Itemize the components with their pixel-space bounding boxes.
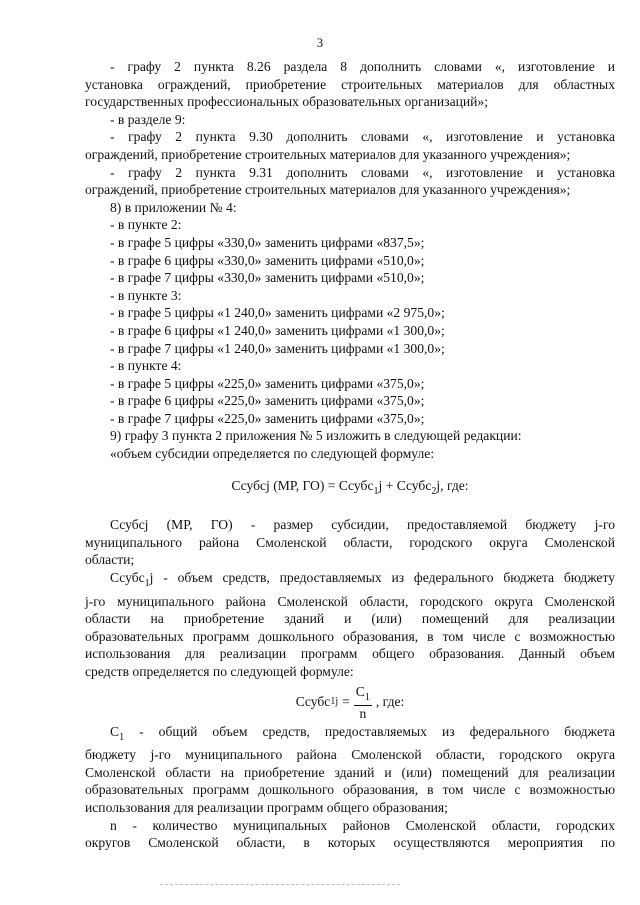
text-fragment: j - объем средств, предоставляемых из федерального бюджета бюджету [149, 570, 615, 586]
text-line: - в пункте 4: [110, 358, 182, 374]
text-line: - графу 2 пункта 9.30 дополнить словами «, изготовление и установка [110, 129, 615, 145]
text-fragment: - общий объем средств, предоставляемых из федерального бюджета [124, 723, 615, 739]
text-line: образовательных программ дошкольного образования, в том числе с возможностью [85, 628, 615, 644]
text-line: - в графе 5 цифры «330,0» заменить цифрами «837,5»; [110, 234, 425, 250]
numerator-subscript: 1 [364, 691, 370, 703]
text-line: 9) графу 3 пункта 2 приложения № 5 изложить в следующей редакции: [110, 428, 522, 444]
formula-subsidy [85, 477, 615, 501]
text-line: - в графе 5 цифры «225,0» заменить цифрами «375,0»; [110, 375, 425, 391]
term-subscript: 1 [119, 731, 125, 743]
text-line: использования для реализации программ общего образования. Данный объем [85, 646, 615, 662]
formula-subscript: 1j [330, 696, 339, 708]
formula-text: Ссубс [295, 694, 331, 710]
page-number: 3 [316, 36, 324, 50]
text-line: государственных профессиональных образовательных организаций»; [85, 94, 489, 110]
formula-text: j + Ссубс [378, 477, 432, 493]
text-line: n - количество муниципальных районов Смоленской области, городских [110, 817, 615, 833]
formula-equals: = [342, 694, 350, 710]
term-subscript: 1 [144, 578, 150, 590]
text-line: ограждений, приобретение строительных материалов для указанного учреждения»; [85, 182, 571, 198]
text-line [85, 723, 615, 747]
formula-text: j, где: [436, 477, 469, 493]
text-line: - в разделе 9: [110, 111, 186, 127]
formula-fraction [85, 684, 615, 721]
text-line [85, 569, 615, 593]
fraction-denominator: n [359, 705, 367, 721]
text-line: - графу 2 пункта 8.26 раздела 8 дополнить словами «, изготовление и [110, 59, 615, 74]
text-line: округов Смоленской области, в которых осуществляются мероприятия по [85, 835, 615, 851]
formula-text: Ссубсj (МР, ГО) = Ссубс [231, 477, 374, 493]
text-line: - в графе 5 цифры «1 240,0» заменить цифрами «2 975,0»; [110, 305, 445, 321]
fraction [354, 684, 372, 721]
text-line: 8) в приложении № 4: [110, 199, 237, 215]
text-line: - в графе 7 цифры «1 240,0» заменить цифрами «1 300,0»; [110, 340, 445, 356]
formula-subscript: 1 [373, 485, 379, 497]
numerator-text: С [355, 683, 365, 699]
text-line: области на приобретение зданий и (или) помещений для реализации [85, 611, 615, 627]
text-line: использования для реализации программ общего образования; [85, 799, 448, 815]
text-line: - в графе 7 цифры «225,0» заменить цифрами «375,0»; [110, 410, 425, 426]
text-line: ограждений, приобретение строительных материалов для указанного учреждения»; [85, 146, 571, 162]
text-line: «объем субсидии определяется по следующей формуле: [110, 446, 435, 462]
text-line: - в графе 6 цифры «225,0» заменить цифрами «375,0»; [110, 393, 425, 409]
text-line: средств определяется по следующей формуле: [85, 664, 354, 679]
text-line: - графу 2 пункта 9.31 дополнить словами «, изготовление и установка [110, 164, 615, 180]
text-line: области; [85, 552, 135, 568]
text-line: образовательных программ дошкольного образования, в том числе с возможностью [85, 782, 615, 798]
formula-subscript: 2 [431, 485, 437, 497]
text-line: - в графе 7 цифры «330,0» заменить цифрами «510,0»; [110, 270, 425, 286]
formula-text: , где: [375, 694, 405, 710]
scan-artifact-line [160, 884, 400, 886]
text-line: Ссубсj (МР, ГО) - размер субсидии, предоставляемой бюджету j-го [110, 517, 615, 533]
text-line: установка ограждений, приобретение строительных материалов для областных [85, 76, 615, 92]
text-line: - в графе 6 цифры «1 240,0» заменить цифрами «1 300,0»; [110, 322, 445, 338]
text-line: муниципального района Смоленской области, городского округа Смоленской [85, 534, 615, 550]
document-body [85, 58, 615, 852]
term: С [110, 723, 120, 739]
fraction-numerator [354, 684, 372, 706]
text-line: j-го муниципального района Смоленской области, городского округа Смоленской [85, 593, 615, 609]
text-line: - в графе 6 цифры «330,0» заменить цифрами «510,0»; [110, 252, 425, 268]
text-line: Смоленской области на приобретение зданий и (или) помещений для реализации [85, 764, 615, 780]
text-line: - в пункте 2: [110, 217, 182, 233]
text-line: бюджету j-го муниципального района Смоленской области, городского округа [85, 747, 615, 763]
term: Ссубс [110, 570, 145, 586]
text-line: - в пункте 3: [110, 287, 182, 303]
